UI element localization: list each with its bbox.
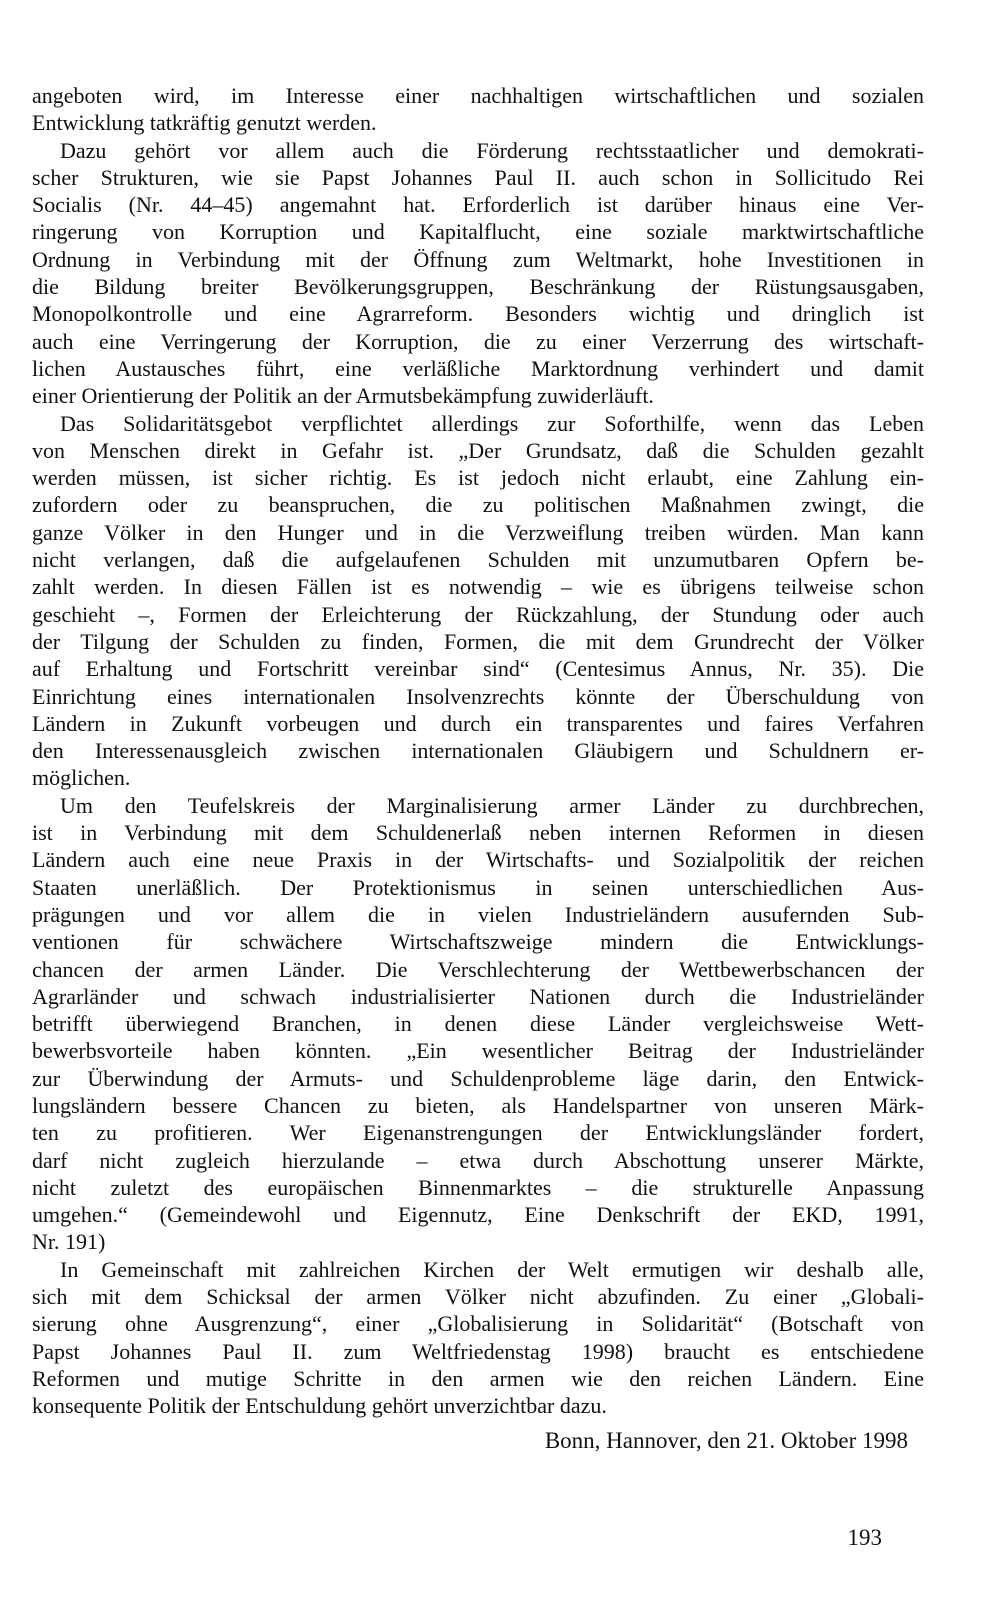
text-line: Ordnung in Verbindung mit der Öffnung zum Weltmarkt, hohe Investitionen in [32,246,924,272]
text-line: ten zu profitieren. Wer Eigenanstrengungen der Entwicklungsländer fordert, [32,1120,924,1146]
text-line: Ländern auch eine neue Praxis in der Wirtschafts- und Sozialpolitik der reichen [32,847,924,873]
text-line: darf nicht zugleich hierzulande – etwa durch Abschottung unserer Märkte, [32,1147,924,1173]
text-line: Monopolkontrolle und eine Agrarreform. Besonders wichtig und dringlich ist [32,301,924,327]
text-line: auch eine Verringerung der Korruption, die zu einer Verzerrung des wirtschaft- [32,328,924,354]
text-line: zur Überwindung der Armuts- und Schuldenprobleme läge darin, den Entwick- [32,1065,924,1091]
text-line: ist in Verbindung mit dem Schuldenerlaß neben internen Reformen in diesen [32,820,924,846]
text-line: Socialis (Nr. 44–45) angemahnt hat. Erforderlich ist darüber hinaus eine Ver- [32,192,924,218]
text-line: sierung ohne Ausgrenzung“, einer „Globalisierung in Solidarität“ (Botschaft von [32,1311,924,1337]
text-line: betrifft überwiegend Branchen, in denen diese Länder vergleichsweise Wett- [32,1011,924,1037]
text-line: werden müssen, ist sicher richtig. Es ist jedoch nicht erlaubt, eine Zahlung ein- [32,465,924,491]
text-line: sich mit dem Schicksal der armen Völker nicht abzufinden. Zu einer „Globali- [32,1284,924,1310]
text-line: angeboten wird, im Interesse einer nachhaltigen wirtschaftlichen und sozialen [32,83,924,108]
text-line: auf Erhaltung und Fortschritt vereinbar sind“ (Centesimus Annus, Nr. 35). Die [32,656,924,682]
text-line: prägungen und vor allem die in vielen Industrieländern ausufernden Sub- [32,901,924,927]
text-line: In Gemeinschaft mit zahlreichen Kirchen der Welt ermutigen wir deshalb alle, [60,1256,924,1282]
text-line: die Bildung breiter Bevölkerungsgruppen, Beschränkung der Rüstungsausgaben, [32,274,924,300]
text-line: Nr. 191) [32,1229,106,1255]
text-line: ventionen für schwächere Wirtschaftszweige mindern die Entwicklungs- [32,929,924,955]
text-line: nicht verlangen, daß die aufgelaufenen Schulden mit unzumutbaren Opfern be- [32,547,924,573]
text-line: möglichen. [32,765,131,791]
text-line: Agrarländer und schwach industrialisierter Nationen durch die Industrieländer [32,983,924,1009]
text-line: den Interessenausgleich zwischen internationalen Gläubigern und Schuldnern er- [32,738,924,764]
text-line: umgehen.“ (Gemeindewohl und Eigennutz, Eine Denkschrift der EKD, 1991, [32,1202,924,1228]
text-line: bewerbsvorteile haben könnten. „Ein wesentlicher Beitrag der Industrieländer [32,1038,924,1064]
text-line: geschieht –, Formen der Erleichterung der Rückzahlung, der Stundung oder auch [32,601,924,627]
text-line: Reformen und mutige Schritte in den armen wie den reichen Ländern. Eine [32,1365,924,1391]
place-date-signature: Bonn, Hannover, den 21. Oktober 1998 [544,1428,908,1453]
text-line: Ländern in Zukunft vorbeugen und durch ein transparentes und faires Verfahren [32,710,924,736]
text-line: Staaten unerläßlich. Der Protektionismus in seinen unterschiedlichen Aus- [32,874,924,900]
document-body [32,82,924,1420]
text-line: von Menschen direkt in Gefahr ist. „Der Grundsatz, daß die Schulden gezahlt [32,437,924,463]
text-line: lungsländern bessere Chancen zu bieten, als Handelspartner von unseren Märk- [32,1092,924,1118]
page-number: 193 [847,1525,882,1550]
text-line: zahlt werden. In diesen Fällen ist es notwendig – wie es übrigens teilweise schon [32,574,924,600]
text-line: lichen Austausches führt, eine verläßliche Marktordnung verhindert und damit [32,355,924,381]
text-line: Um den Teufelskreis der Marginalisierung armer Länder zu durchbrechen, [60,792,924,818]
text-line: ringerung von Korruption und Kapitalflucht, eine soziale marktwirtschaftliche [32,219,924,245]
text-line: konsequente Politik der Entschuldung gehört unverzichtbar dazu. [32,1393,607,1419]
text-line: chancen der armen Länder. Die Verschlechterung der Wettbewerbschancen der [32,956,924,982]
text-line: Einrichtung eines internationalen Insolvenzrechts könnte der Überschuldung von [32,683,924,709]
text-line: ganze Völker in den Hunger und in die Verzweiflung treiben würden. Man kann [32,519,924,545]
text-line: zufordern oder zu beanspruchen, die zu politischen Maßnahmen zwingt, die [32,492,924,518]
text-line: scher Strukturen, wie sie Papst Johannes Paul II. auch schon in Sollicitudo Rei [32,164,924,190]
text-line: der Tilgung der Schulden zu finden, Formen, die mit dem Grundrecht der Völker [32,628,924,654]
text-line: Papst Johannes Paul II. zum Weltfriedenstag 1998) braucht es entschiedene [32,1338,924,1364]
text-line: Das Solidaritätsgebot verpflichtet allerdings zur Soforthilfe, wenn das Leben [60,410,924,436]
text-line: Entwicklung tatkräftig genutzt werden. [32,110,377,136]
text-line: nicht zuletzt des europäischen Binnenmarktes – die strukturelle Anpassung [32,1174,924,1200]
text-line: Dazu gehört vor allem auch die Förderung rechtsstaatlicher und demokrati- [60,137,924,163]
text-line: einer Orientierung der Politik an der Armutsbekämpfung zuwiderläuft. [32,383,654,409]
